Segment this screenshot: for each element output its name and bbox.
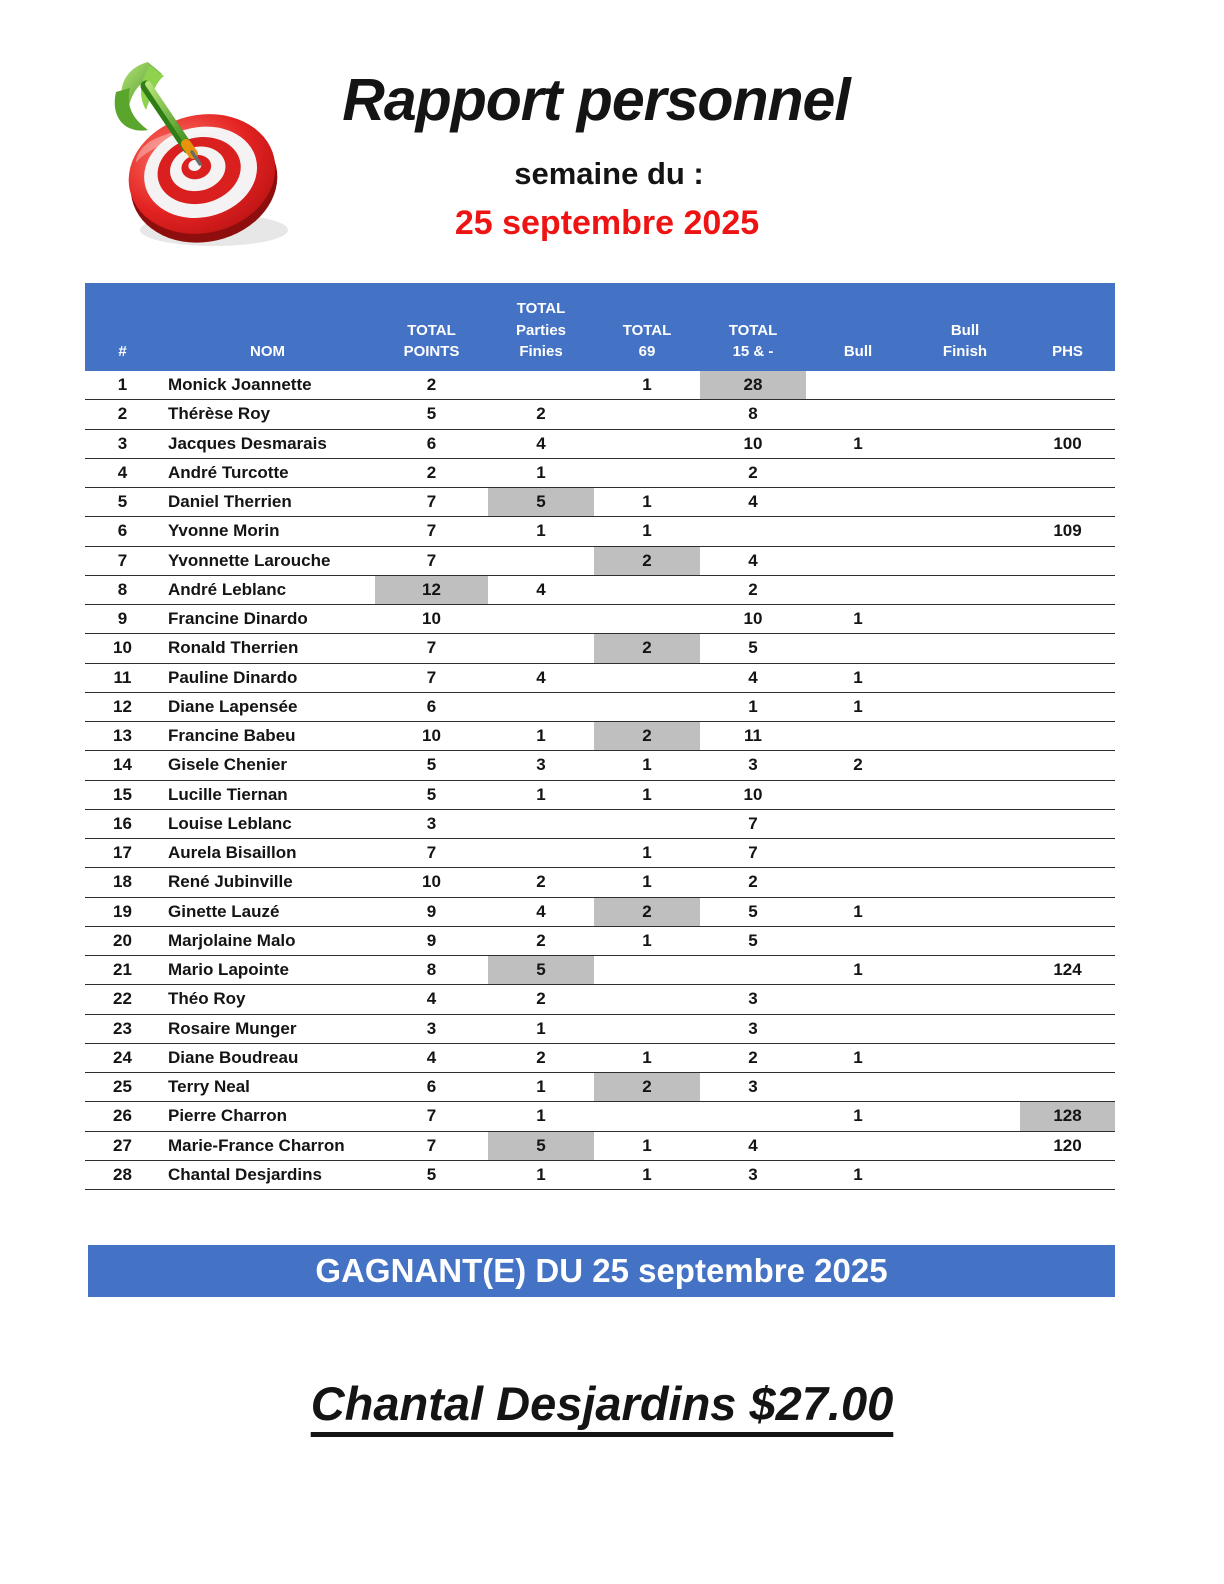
cell-t69	[594, 1102, 700, 1130]
cell-rank: 11	[113, 667, 132, 687]
cell-t69: 1	[642, 755, 652, 775]
cell-t69: 2	[594, 634, 700, 662]
cell-name: Pierre Charron	[168, 1106, 288, 1126]
cell-rank: 14	[113, 755, 132, 775]
cell-parties: 5	[488, 488, 594, 516]
cell-rank: 25	[113, 1077, 132, 1097]
cell-rank: 13	[113, 726, 132, 746]
cell-bullfinish	[910, 664, 1020, 692]
cell-phs	[1020, 1015, 1115, 1043]
cell-points: 6	[426, 433, 437, 453]
table-row	[85, 927, 1115, 956]
cell-name: Diane Boudreau	[168, 1047, 299, 1067]
cell-phs	[1020, 751, 1115, 779]
cell-name: Ginette Lauzé	[168, 901, 280, 921]
cell-rank: 17	[113, 843, 132, 863]
cell-bullfinish	[910, 517, 1020, 545]
table-row	[85, 1015, 1115, 1044]
cell-t15: 7	[748, 813, 758, 833]
cell-phs	[1020, 927, 1115, 955]
cell-parties: 4	[536, 433, 546, 453]
cell-name: Yvonne Morin	[168, 521, 280, 541]
cell-rank: 19	[113, 901, 132, 921]
cell-t15: 5	[748, 930, 758, 950]
cell-parties: 1	[536, 726, 546, 746]
cell-t69: 1	[642, 843, 652, 863]
cell-t15: 10	[743, 433, 763, 453]
winner-name: Chantal Desjardins $27.00	[310, 1377, 894, 1430]
table-row	[85, 605, 1115, 634]
cell-name: Thérèse Roy	[168, 404, 271, 424]
cell-points: 2	[426, 462, 437, 482]
cell-t69	[594, 1015, 700, 1043]
cell-phs	[1020, 1161, 1115, 1189]
cell-t15: 4	[748, 550, 758, 570]
cell-points: 5	[426, 784, 437, 804]
cell-parties: 4	[536, 901, 546, 921]
cell-points: 8	[426, 960, 437, 980]
cell-points: 4	[426, 1047, 437, 1067]
cell-name: André Turcotte	[168, 462, 289, 482]
cell-rank: 27	[113, 1135, 132, 1155]
cell-bull	[806, 459, 910, 487]
table-row	[85, 839, 1115, 868]
cell-parties: 2	[536, 404, 546, 424]
cell-parties: 1	[536, 784, 546, 804]
cell-t15: 3	[748, 1164, 758, 1184]
cell-t69	[594, 430, 700, 458]
cell-rank: 4	[117, 462, 128, 482]
cell-t69	[594, 576, 700, 604]
cell-t69: 1	[642, 872, 652, 892]
cell-bullfinish	[910, 371, 1020, 399]
cell-t15: 8	[748, 404, 758, 424]
cell-t69	[594, 956, 700, 984]
cell-bull	[806, 1015, 910, 1043]
cell-phs	[1020, 985, 1115, 1013]
cell-bull	[806, 488, 910, 516]
cell-bull: 1	[853, 1106, 863, 1126]
cell-points: 4	[426, 989, 437, 1009]
cell-name: Théo Roy	[168, 989, 246, 1009]
cell-parties	[488, 839, 594, 867]
cell-bullfinish	[910, 634, 1020, 662]
cell-points: 7	[426, 843, 437, 863]
cell-bull	[806, 985, 910, 1013]
cell-parties	[488, 371, 594, 399]
cell-t69: 1	[642, 930, 652, 950]
table-row	[85, 371, 1115, 400]
cell-phs: 128	[1020, 1102, 1115, 1130]
cell-rank: 5	[117, 492, 128, 512]
table-row	[85, 517, 1115, 546]
table-row	[85, 547, 1115, 576]
cell-points: 6	[426, 1077, 437, 1097]
cell-bullfinish	[910, 810, 1020, 838]
cell-phs	[1020, 810, 1115, 838]
cell-t69: 1	[642, 784, 652, 804]
table-row	[85, 1132, 1115, 1161]
table-body	[85, 371, 1115, 1190]
cell-t15: 7	[748, 843, 758, 863]
cell-name: Ronald Therrien	[168, 638, 299, 658]
cell-bull	[806, 547, 910, 575]
cell-points: 7	[426, 1135, 437, 1155]
cell-rank: 7	[117, 550, 128, 570]
cell-name: Lucille Tiernan	[168, 784, 288, 804]
cell-bull: 1	[853, 696, 863, 716]
cell-bullfinish	[910, 839, 1020, 867]
cell-phs	[1020, 371, 1115, 399]
cell-phs	[1020, 459, 1115, 487]
cell-rank: 20	[113, 930, 132, 950]
cell-t15: 2	[748, 872, 758, 892]
column-header-bullfinish: Bull Finish	[942, 321, 988, 361]
table-header-row	[85, 283, 1115, 371]
cell-rank: 23	[113, 1018, 132, 1038]
cell-rank: 26	[113, 1106, 132, 1126]
table-row	[85, 1161, 1115, 1190]
cell-points: 7	[426, 492, 437, 512]
column-header-phs: PHS	[1052, 343, 1083, 361]
cell-rank: 12	[113, 696, 132, 716]
cell-bull	[806, 810, 910, 838]
cell-t15: 3	[748, 1077, 758, 1097]
cell-rank: 18	[113, 872, 132, 892]
cell-bullfinish	[910, 927, 1020, 955]
page-title: Rapport personnel	[342, 67, 850, 133]
cell-bullfinish	[910, 956, 1020, 984]
cell-bull: 1	[853, 1047, 863, 1067]
cell-t15: 4	[748, 667, 758, 687]
cell-parties: 1	[536, 1077, 546, 1097]
cell-t15: 28	[700, 371, 806, 399]
cell-t69	[594, 459, 700, 487]
cell-points: 10	[422, 872, 441, 892]
cell-parties	[488, 693, 594, 721]
cell-t69: 1	[642, 375, 652, 395]
cell-bullfinish	[910, 605, 1020, 633]
cell-name: Daniel Therrien	[168, 492, 292, 512]
cell-points: 9	[426, 901, 437, 921]
table-row	[85, 459, 1115, 488]
winner-banner-label: GAGNANT(E) DU 25 septembre 2025	[315, 1252, 888, 1289]
cell-parties	[488, 810, 594, 838]
cell-t15	[700, 956, 806, 984]
cell-t69	[594, 664, 700, 692]
cell-parties: 3	[536, 755, 546, 775]
column-header-name: NOM	[250, 343, 285, 361]
column-header-points: TOTAL POINTS	[403, 321, 460, 361]
cell-t69: 1	[642, 1135, 652, 1155]
cell-rank: 8	[117, 579, 128, 599]
cell-bull	[806, 517, 910, 545]
cell-bull: 1	[853, 1164, 863, 1184]
cell-phs	[1020, 1073, 1115, 1101]
cell-t15: 2	[748, 579, 758, 599]
cell-phs: 100	[1053, 433, 1082, 453]
cell-t15: 11	[744, 726, 762, 746]
column-header-rank: #	[118, 343, 127, 361]
table-row	[85, 898, 1115, 927]
cell-bull	[806, 400, 910, 428]
cell-bullfinish	[910, 1132, 1020, 1160]
table-row	[85, 751, 1115, 780]
cell-bullfinish	[910, 751, 1020, 779]
cell-t69	[594, 985, 700, 1013]
cell-t15: 3	[748, 755, 758, 775]
column-header-bull: Bull	[843, 343, 873, 361]
cell-name: Chantal Desjardins	[168, 1164, 322, 1184]
cell-bullfinish	[910, 1161, 1020, 1189]
cell-parties: 1	[536, 462, 546, 482]
table-row	[85, 722, 1115, 751]
table-row	[85, 810, 1115, 839]
cell-parties: 2	[536, 1047, 546, 1067]
cell-name: Terry Neal	[168, 1077, 250, 1097]
cell-bull: 1	[853, 667, 863, 687]
table-row	[85, 868, 1115, 897]
cell-name: Yvonnette Larouche	[168, 550, 331, 570]
cell-phs	[1020, 400, 1115, 428]
cell-t69	[594, 693, 700, 721]
cell-parties	[488, 634, 594, 662]
cell-bull: 2	[853, 755, 863, 775]
cell-parties: 1	[536, 521, 546, 541]
cell-rank: 28	[113, 1164, 132, 1184]
cell-name: Pauline Dinardo	[168, 667, 298, 687]
cell-t69: 2	[594, 722, 700, 750]
cell-t15: 2	[748, 1047, 758, 1067]
table-row	[85, 488, 1115, 517]
cell-phs	[1020, 839, 1115, 867]
cell-phs	[1020, 664, 1115, 692]
cell-phs	[1020, 605, 1115, 633]
cell-bullfinish	[910, 459, 1020, 487]
cell-t15: 5	[748, 638, 758, 658]
cell-rank: 10	[113, 638, 132, 658]
cell-bull: 1	[853, 433, 863, 453]
cell-parties: 4	[536, 579, 546, 599]
cell-bullfinish	[910, 898, 1020, 926]
cell-bull	[806, 634, 910, 662]
cell-points: 5	[426, 1164, 437, 1184]
cell-phs	[1020, 576, 1115, 604]
cell-bullfinish	[910, 1073, 1020, 1101]
cell-rank: 15	[113, 784, 132, 804]
cell-name: Marjolaine Malo	[168, 930, 296, 950]
cell-bull: 1	[853, 960, 863, 980]
cell-name: Monick Joannette	[168, 375, 312, 395]
cell-t15: 5	[748, 901, 758, 921]
cell-parties: 5	[488, 956, 594, 984]
cell-t69	[594, 810, 700, 838]
winner-banner	[88, 1245, 1115, 1297]
cell-rank: 3	[117, 433, 128, 453]
cell-t69	[594, 605, 700, 633]
cell-rank: 24	[113, 1047, 132, 1067]
cell-parties: 2	[536, 989, 546, 1009]
table-row	[85, 1073, 1115, 1102]
cell-parties: 2	[536, 872, 546, 892]
cell-phs	[1020, 634, 1115, 662]
cell-bullfinish	[910, 985, 1020, 1013]
cell-phs	[1020, 898, 1115, 926]
cell-name: André Leblanc	[168, 579, 287, 599]
cell-points: 7	[426, 667, 437, 687]
cell-phs: 109	[1053, 521, 1082, 541]
cell-bull	[806, 839, 910, 867]
table-row	[85, 985, 1115, 1014]
cell-t15: 4	[748, 1135, 758, 1155]
cell-bull	[806, 1132, 910, 1160]
cell-name: Marie-France Charron	[168, 1135, 345, 1155]
cell-phs	[1020, 547, 1115, 575]
table-row	[85, 1044, 1115, 1073]
cell-points: 3	[426, 813, 437, 833]
cell-bull	[806, 781, 910, 809]
cell-points: 10	[422, 726, 441, 746]
cell-bull	[806, 576, 910, 604]
cell-t15: 4	[748, 492, 758, 512]
cell-t69: 1	[642, 1164, 652, 1184]
cell-rank: 1	[117, 375, 128, 395]
cell-name: René Jubinville	[168, 872, 293, 892]
cell-t15: 2	[748, 462, 758, 482]
column-header-parties: TOTAL Parties Finies	[515, 299, 567, 361]
cell-bullfinish	[910, 576, 1020, 604]
cell-bullfinish	[910, 400, 1020, 428]
table-row	[85, 430, 1115, 459]
cell-bull	[806, 722, 910, 750]
cell-bullfinish	[910, 693, 1020, 721]
cell-name: Aurela Bisaillon	[168, 843, 297, 863]
cell-points: 7	[426, 550, 437, 570]
cell-points: 7	[426, 521, 437, 541]
cell-points: 2	[426, 375, 437, 395]
cell-t69: 2	[594, 547, 700, 575]
table-row	[85, 1102, 1115, 1131]
cell-parties: 1	[536, 1106, 546, 1126]
cell-bullfinish	[910, 722, 1020, 750]
cell-bullfinish	[910, 1044, 1020, 1072]
cell-parties	[488, 547, 594, 575]
cell-name: Louise Leblanc	[168, 813, 292, 833]
table-row	[85, 664, 1115, 693]
cell-phs	[1020, 1044, 1115, 1072]
cell-bullfinish	[910, 1102, 1020, 1130]
table-row	[85, 693, 1115, 722]
cell-phs	[1020, 693, 1115, 721]
cell-points: 5	[426, 755, 437, 775]
cell-rank: 22	[113, 989, 132, 1009]
cell-bullfinish	[910, 1015, 1020, 1043]
cell-rank: 16	[113, 813, 132, 833]
cell-t69: 1	[642, 492, 652, 512]
week-label: semaine du :	[514, 156, 704, 191]
score-table	[85, 283, 1115, 1190]
column-header-t69: TOTAL 69	[622, 321, 672, 361]
cell-rank: 21	[113, 960, 132, 980]
cell-points: 9	[426, 930, 437, 950]
cell-t69	[594, 400, 700, 428]
cell-t15: 1	[748, 696, 758, 716]
cell-phs	[1020, 868, 1115, 896]
cell-t69: 1	[642, 1047, 652, 1067]
cell-t15: 10	[743, 784, 763, 804]
cell-t15	[700, 517, 806, 545]
cell-rank: 2	[117, 404, 128, 424]
cell-points: 7	[426, 1106, 437, 1126]
cell-bullfinish	[910, 781, 1020, 809]
cell-rank: 9	[117, 609, 128, 629]
cell-t15: 10	[743, 609, 763, 629]
cell-points: 10	[422, 609, 441, 629]
cell-name: Diane Lapensée	[168, 696, 298, 716]
cell-bullfinish	[910, 868, 1020, 896]
cell-name: Mario Lapointe	[168, 960, 289, 980]
cell-t15	[700, 1102, 806, 1130]
report-date: 25 septembre 2025	[454, 204, 760, 242]
cell-bull: 1	[853, 609, 863, 629]
cell-t69: 2	[594, 898, 700, 926]
table-row	[85, 634, 1115, 663]
cell-t69: 2	[594, 1073, 700, 1101]
cell-phs	[1020, 781, 1115, 809]
cell-name: Francine Babeu	[168, 726, 296, 746]
cell-phs: 120	[1053, 1135, 1082, 1155]
cell-points: 7	[426, 638, 437, 658]
cell-parties: 1	[536, 1164, 546, 1184]
cell-parties: 5	[488, 1132, 594, 1160]
cell-t69: 1	[642, 521, 652, 541]
cell-bull	[806, 371, 910, 399]
cell-bull	[806, 1073, 910, 1101]
cell-bullfinish	[910, 547, 1020, 575]
table-row	[85, 781, 1115, 810]
cell-parties: 1	[536, 1018, 546, 1038]
cell-points: 3	[426, 1018, 437, 1038]
cell-name: Jacques Desmarais	[168, 433, 327, 453]
cell-t15: 3	[748, 989, 758, 1009]
cell-bullfinish	[910, 430, 1020, 458]
cell-rank: 6	[117, 521, 128, 541]
cell-t15: 3	[748, 1018, 758, 1038]
cell-bull	[806, 868, 910, 896]
cell-points: 6	[426, 696, 437, 716]
cell-points: 12	[375, 576, 488, 604]
cell-bull	[806, 927, 910, 955]
table-row	[85, 956, 1115, 985]
cell-name: Francine Dinardo	[168, 609, 308, 629]
cell-name: Gisele Chenier	[168, 755, 288, 775]
cell-parties	[488, 605, 594, 633]
cell-phs	[1020, 488, 1115, 516]
cell-phs: 124	[1053, 960, 1082, 980]
cell-parties: 4	[536, 667, 546, 687]
cell-points: 5	[426, 404, 437, 424]
table-row	[85, 576, 1115, 605]
cell-phs	[1020, 722, 1115, 750]
cell-name: Rosaire Munger	[168, 1018, 297, 1038]
cell-bullfinish	[910, 488, 1020, 516]
cell-parties: 2	[536, 930, 546, 950]
table-row	[85, 400, 1115, 429]
column-header-t15: TOTAL 15 & -	[728, 321, 778, 361]
cell-bull: 1	[853, 901, 863, 921]
